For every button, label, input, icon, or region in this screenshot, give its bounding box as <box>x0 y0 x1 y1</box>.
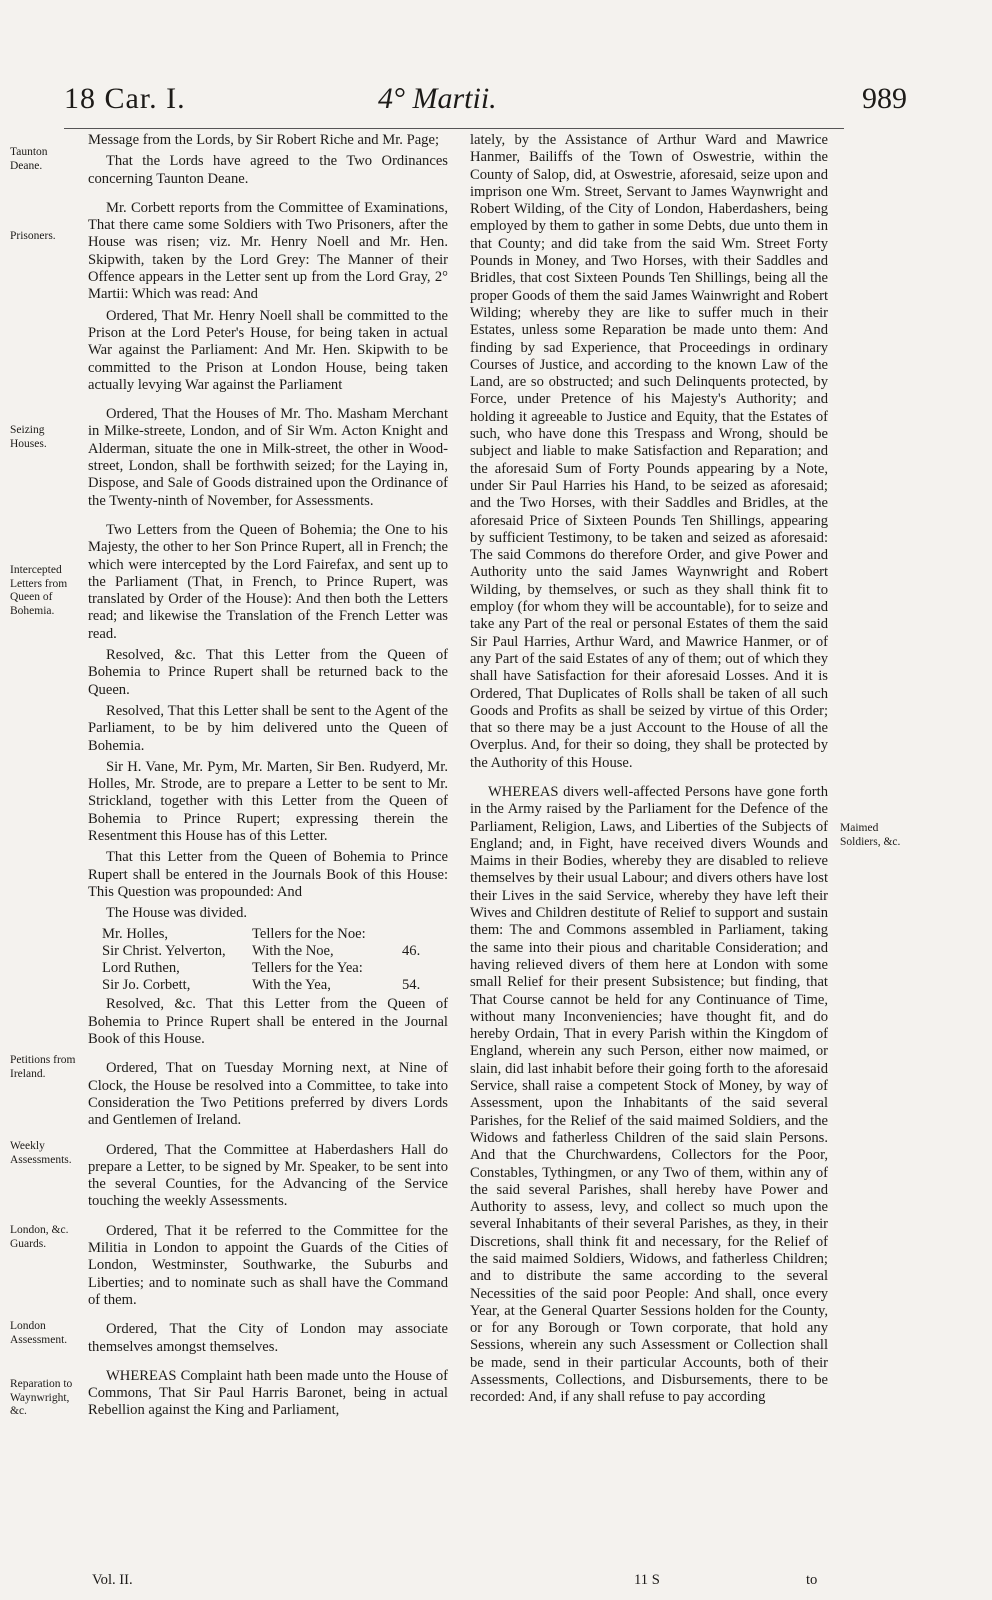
teller-role: With the Noe, <box>252 943 334 960</box>
teller-count <box>402 926 442 943</box>
teller-count: 54. <box>402 977 421 994</box>
signature-mark: 11 S <box>634 1572 660 1588</box>
paragraph: lately, by the Assistance of Arthur Ward and Mawrice Hanmer, Bailiffs of the Town of Oswestrie, within the County of Salop, did, at Oswestrie, aforesaid, seize upon and imprison one Wm. Street, Servant to James Waynwright and Robert Wilding, of the City of London, Haberdashers, being employed by them to gather in some Debts, due unto them in that County; and did take from the said Wm. Street Forty Pounds in Money, and Two Horses, with their Saddles and Bridles, that cost Sixteen Pounds Ten Shillings, being all the proper Goods of them the said James Wainwright and Robert Wilding; whereby they are like to suffer much in their Estates, unless some Reparation be made unto them: And finding by sad Experience, that Proceedings in ordinary Courses of Justice, and according to the known Law of the Land, are so obstructed; and such Delinquents protected, by Force, under Pretence of his Majesty's Authority; and holding it agreeable to Justice and Equity, that the Estates of such, who have done this Trespass and Wrong, should be subject and liable to make Satisfaction and Reparation; and the aforesaid Sum of Forty Pounds appearing by a Note, under Sir Paul Harries his Hand, to be seized as aforesaid; and the Two Horses, with their Saddles and Bridles, at the aforesaid Price of Sixteen Pounds Ten Shillings, appearing by sufficient Testimony, to be taken and seized as aforesaid: The said Commons do therefore Order, and give Power and Authority unto the said James Waynwright and Robert Wilding, by themselves, or such as they shall think fit to employ (for whom they will be accountable), for to seize and take any Part of the real or personal Estates of them the said Sir Paul Harries, Arthur Ward, and Mawrice Hanmer, or of any Part of the said Estates of any of them; out of which they shall have Satisfaction for their aforesaid Losses. And it is Ordered, That Duplicates of Rolls shall be taken of all such Goods and Profits as shall be seized by virtue of this Order; that so there may be a just Account to the House of all the Overplus. And, for their so doing, they shall be protected by the Authority of this House. <box>470 132 828 771</box>
teller-role: With the Yea, <box>252 977 331 994</box>
teller-row <box>102 977 448 994</box>
date-heading: 4° Martii. <box>378 82 497 115</box>
teller-name: Sir Christ. Yelverton, <box>102 943 226 960</box>
paragraph: That the Lords have agreed to the Two Ordinances concerning Taunton Deane. <box>88 153 448 187</box>
page-header <box>0 82 992 132</box>
teller-name: Lord Ruthen, <box>102 960 180 977</box>
margin-note: Maimed Soldiers, &c. <box>840 822 901 848</box>
paragraph: Message from the Lords, by Sir Robert Riche and Mr. Page; <box>88 132 439 148</box>
paragraph: Ordered, That on Tuesday Morning next, at Nine of Clock, the House be resolved into a Committee, to take into Consideration the Two Petitions preferred by divers Lords and Gentlemen of Ireland. <box>88 1060 448 1129</box>
teller-role: Tellers for the Noe: <box>252 926 366 943</box>
paragraph: That this Letter from the Queen of Bohemia to Prince Rupert shall be entered in the Journals Book of this House: This Question was propounded: And <box>88 849 448 900</box>
teller-name: Sir Jo. Corbett, <box>102 977 191 994</box>
paragraph: Resolved, That this Letter shall be sent to the Agent of the Parliament, to be by him delivered unto the Queen of Bohemia. <box>88 702 448 754</box>
page-number: 989 <box>862 82 907 115</box>
paragraph: Ordered, That the Houses of Mr. Tho. Masham Merchant in Milke-streete, London, and of Sir Wm. Acton Knight and Alderman, situate the one in Milk-street, the other in Wood-street, London, shall be forthwith seized; for the Laying in, Dispose, and Sale of Goods distrained upon the Ordinance of the Twenty-ninth of November, for Assessments. <box>88 406 448 509</box>
margin-note: Weekly Assessments. <box>10 1140 72 1166</box>
margin-note: Seizing Houses. <box>10 424 47 450</box>
margin-note: Taunton Deane. <box>10 146 48 172</box>
paragraph: Resolved, &c. That this Letter from the Queen of Bohemia to Prince Rupert shall be returned back to the Queen. <box>88 647 448 698</box>
regnal-year: 18 Car. I. <box>64 82 186 115</box>
margin-note: London Assessment. <box>10 1320 68 1346</box>
paragraph: Resolved, &c. That this Letter from the Queen of Bohemia to Prince Rupert shall be entered in the Journal Book of this House. <box>88 996 448 1048</box>
volume-label: Vol. II. <box>92 1572 133 1588</box>
paragraph: Mr. Corbett reports from the Committee of Examinations, That there came some Soldiers with Two Prisoners, after the House was risen; viz. Mr. Henry Noell and Mr. Hen. Skipwith, taken by the Lord Grey: The Manner of their Offence appears in the Letter sent up from the Lord Gray, 2° Martii: Which was read: And <box>88 199 448 303</box>
left-column <box>88 132 448 1592</box>
margin-note: London, &c. Guards. <box>10 1224 69 1250</box>
paragraph: The House was divided. <box>106 905 248 922</box>
division-tellers <box>102 926 448 994</box>
paragraph: Ordered, That it be referred to the Committee for the Militia in London to appoint the Guards of the Cities of London, Westminster, Southwarke, the Suburbs and Liberties; and to nominate such as shall have the Command of them. <box>88 1222 448 1308</box>
catchword: to <box>806 1572 818 1588</box>
paragraph: Ordered, That Mr. Henry Noell shall be committed to the Prison at the Lord Peter's House, for being taken in actual War against the Parliament: And Mr. Hen. Skipwith to be committed to the Prison at London House, being taken actually levying War against the Parliament <box>88 307 448 393</box>
header-rule <box>64 128 844 129</box>
paragraph: Ordered, That the City of London may associate themselves amongst themselves. <box>88 1321 448 1355</box>
teller-row <box>102 943 448 960</box>
right-column <box>470 132 828 1592</box>
paragraph: Ordered, That the Committee at Haberdashers Hall do prepare a Letter, to be signed by Mr. Speaker, to be sent into the several Counties, for the Advancing of the Service touching the weekly Assessments. <box>88 1141 448 1210</box>
margin-note: Reparation to Waynwright, &c. <box>10 1378 73 1417</box>
paragraph: Sir H. Vane, Mr. Pym, Mr. Marten, Sir Ben. Rudyerd, Mr. Holles, Mr. Strode, are to prepare a Letter to be sent to Mr. Strickland, together with this Letter from the Queen of Bohemia to Prince Rupert; expressing therein the Resentment this House has of this Letter. <box>88 758 448 844</box>
teller-count: 46. <box>402 943 421 960</box>
margin-note: Prisoners. <box>10 230 56 242</box>
margin-note: Petitions from Ireland. <box>10 1054 76 1080</box>
paragraph: WHEREAS divers well-affected Persons have gone forth in the Army raised by the Parliament for the Defence of the Parliament, Religion, Laws, and Liberties of the Subjects of England; and, in Fight, have received divers Wounds and Maims in their Bodies, whereby they are disabled to relieve themselves by their usual Labour; and divers others have lost their Lives in the said Service, whereby they have left their Wives and Children destitute of Relief to support and sustain them: The and Commons assembled in Parliament, taking the same into their pious and charitable Consideration; and having relieved divers of them here at London with some small Relief for their present Subsistence; but finding, that That Course cannot be held for any Continuance of Time, without many Inconveniencies; have thought fit, and do hereby Ordain, That in every Parish within the Kingdom of England, wherein any such Person, either now maimed, or slain, did last inhabit before their going forth to the aforesaid Service, shall raise a competent Stock of Money, by way of Assessment, upon the Inhabitants of the said several Parishes, for the Relief of the said maimed Soldiers, and the Widows and fatherless Children of the said slain Persons. And that the Churchwardens, Collectors for the Poor, Constables, Tythingmen, or any Two of them, within any of the said several Parishes, shall hereby have Power and Authority to assess, levy, and collect so much upon the several Inhabitants of their several Parishes, as they, in their Discretions, shall think fit and necessary, for the Relief of the said maimed Soldiers, Widows, and fatherless Children; and to distribute the same according to the several Necessities of the said poor People: And shall, once every Year, at the General Quarter Sessions holden for the County, or for any Borough or Town corporate, that hold any Sessions, wherein any such Assessment or Collection shall be made, send in their particular Accounts, both of their Assessments, Collections, and Disbursements, there to be recorded: And, if any shall refuse to pay according <box>470 783 828 1406</box>
teller-row <box>102 926 448 943</box>
teller-row <box>102 960 448 977</box>
paragraph: WHEREAS Complaint hath been made unto the House of Commons, That Sir Paul Harris Baronet, being in actual Rebellion against the King and Parliament, <box>88 1367 448 1419</box>
margin-note: Intercepted Letters from Queen of Bohemia. <box>10 564 68 617</box>
teller-count <box>402 960 442 977</box>
teller-role: Tellers for the Yea: <box>252 960 363 977</box>
paragraph: Two Letters from the Queen of Bohemia; the One to his Majesty, the other to her Son Prince Rupert, all in French; the which were intercepted by the Lord Fairefax, and sent up to the Parliament (That, in French, to Prince Rupert, was translated by Order of the House): And then both the Letters read; and likewise the Translation of the French Letter was read. <box>88 521 448 642</box>
teller-name: Mr. Holles, <box>102 926 169 943</box>
